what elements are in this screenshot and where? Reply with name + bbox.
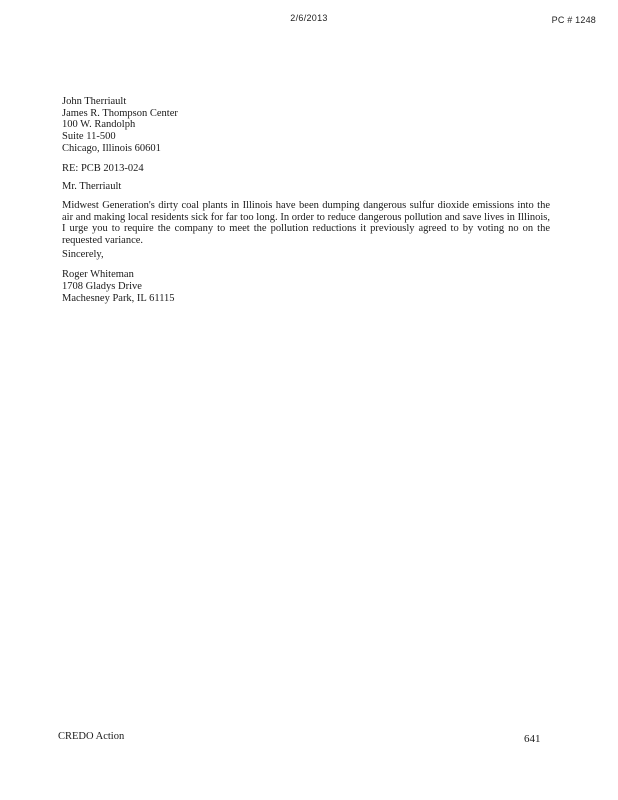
- sender-name: Roger Whiteman: [62, 269, 134, 280]
- re-line: RE: PCB 2013-024: [62, 163, 144, 174]
- recipient-name: John Therriault: [62, 96, 127, 107]
- header-pc-number: PC # 1248: [551, 15, 596, 25]
- recipient-address: [62, 96, 178, 155]
- closing: Sincerely,: [62, 249, 104, 260]
- header-date: 2/6/2013: [290, 13, 328, 23]
- sender-address: [62, 269, 175, 305]
- recipient-building: James R. Thompson Center: [62, 107, 178, 119]
- sender-street: 1708 Gladys Drive: [62, 281, 142, 292]
- footer-page-number: 641: [524, 733, 541, 745]
- footer-organization: CREDO Action: [58, 731, 125, 742]
- recipient-street: 100 W. Randolph: [62, 119, 136, 131]
- letter-body: Midwest Generation's dirty coal plants in Illinois have been dumping dangerous sulfur dioxide emissions into the air and making local residents sick for far too long. In order to reduce dangerous pollution and save lives in Illinois, I urge you to require the company to meet the pollution reductions it previously agreed to by voting no on the requested variance.: [62, 200, 550, 246]
- sender-city: Machesney Park, IL 61115: [62, 293, 175, 304]
- salutation: Mr. Therriault: [62, 181, 122, 192]
- recipient-suite: Suite 11-500: [62, 131, 116, 143]
- recipient-city: Chicago, Illinois 60601: [62, 142, 161, 154]
